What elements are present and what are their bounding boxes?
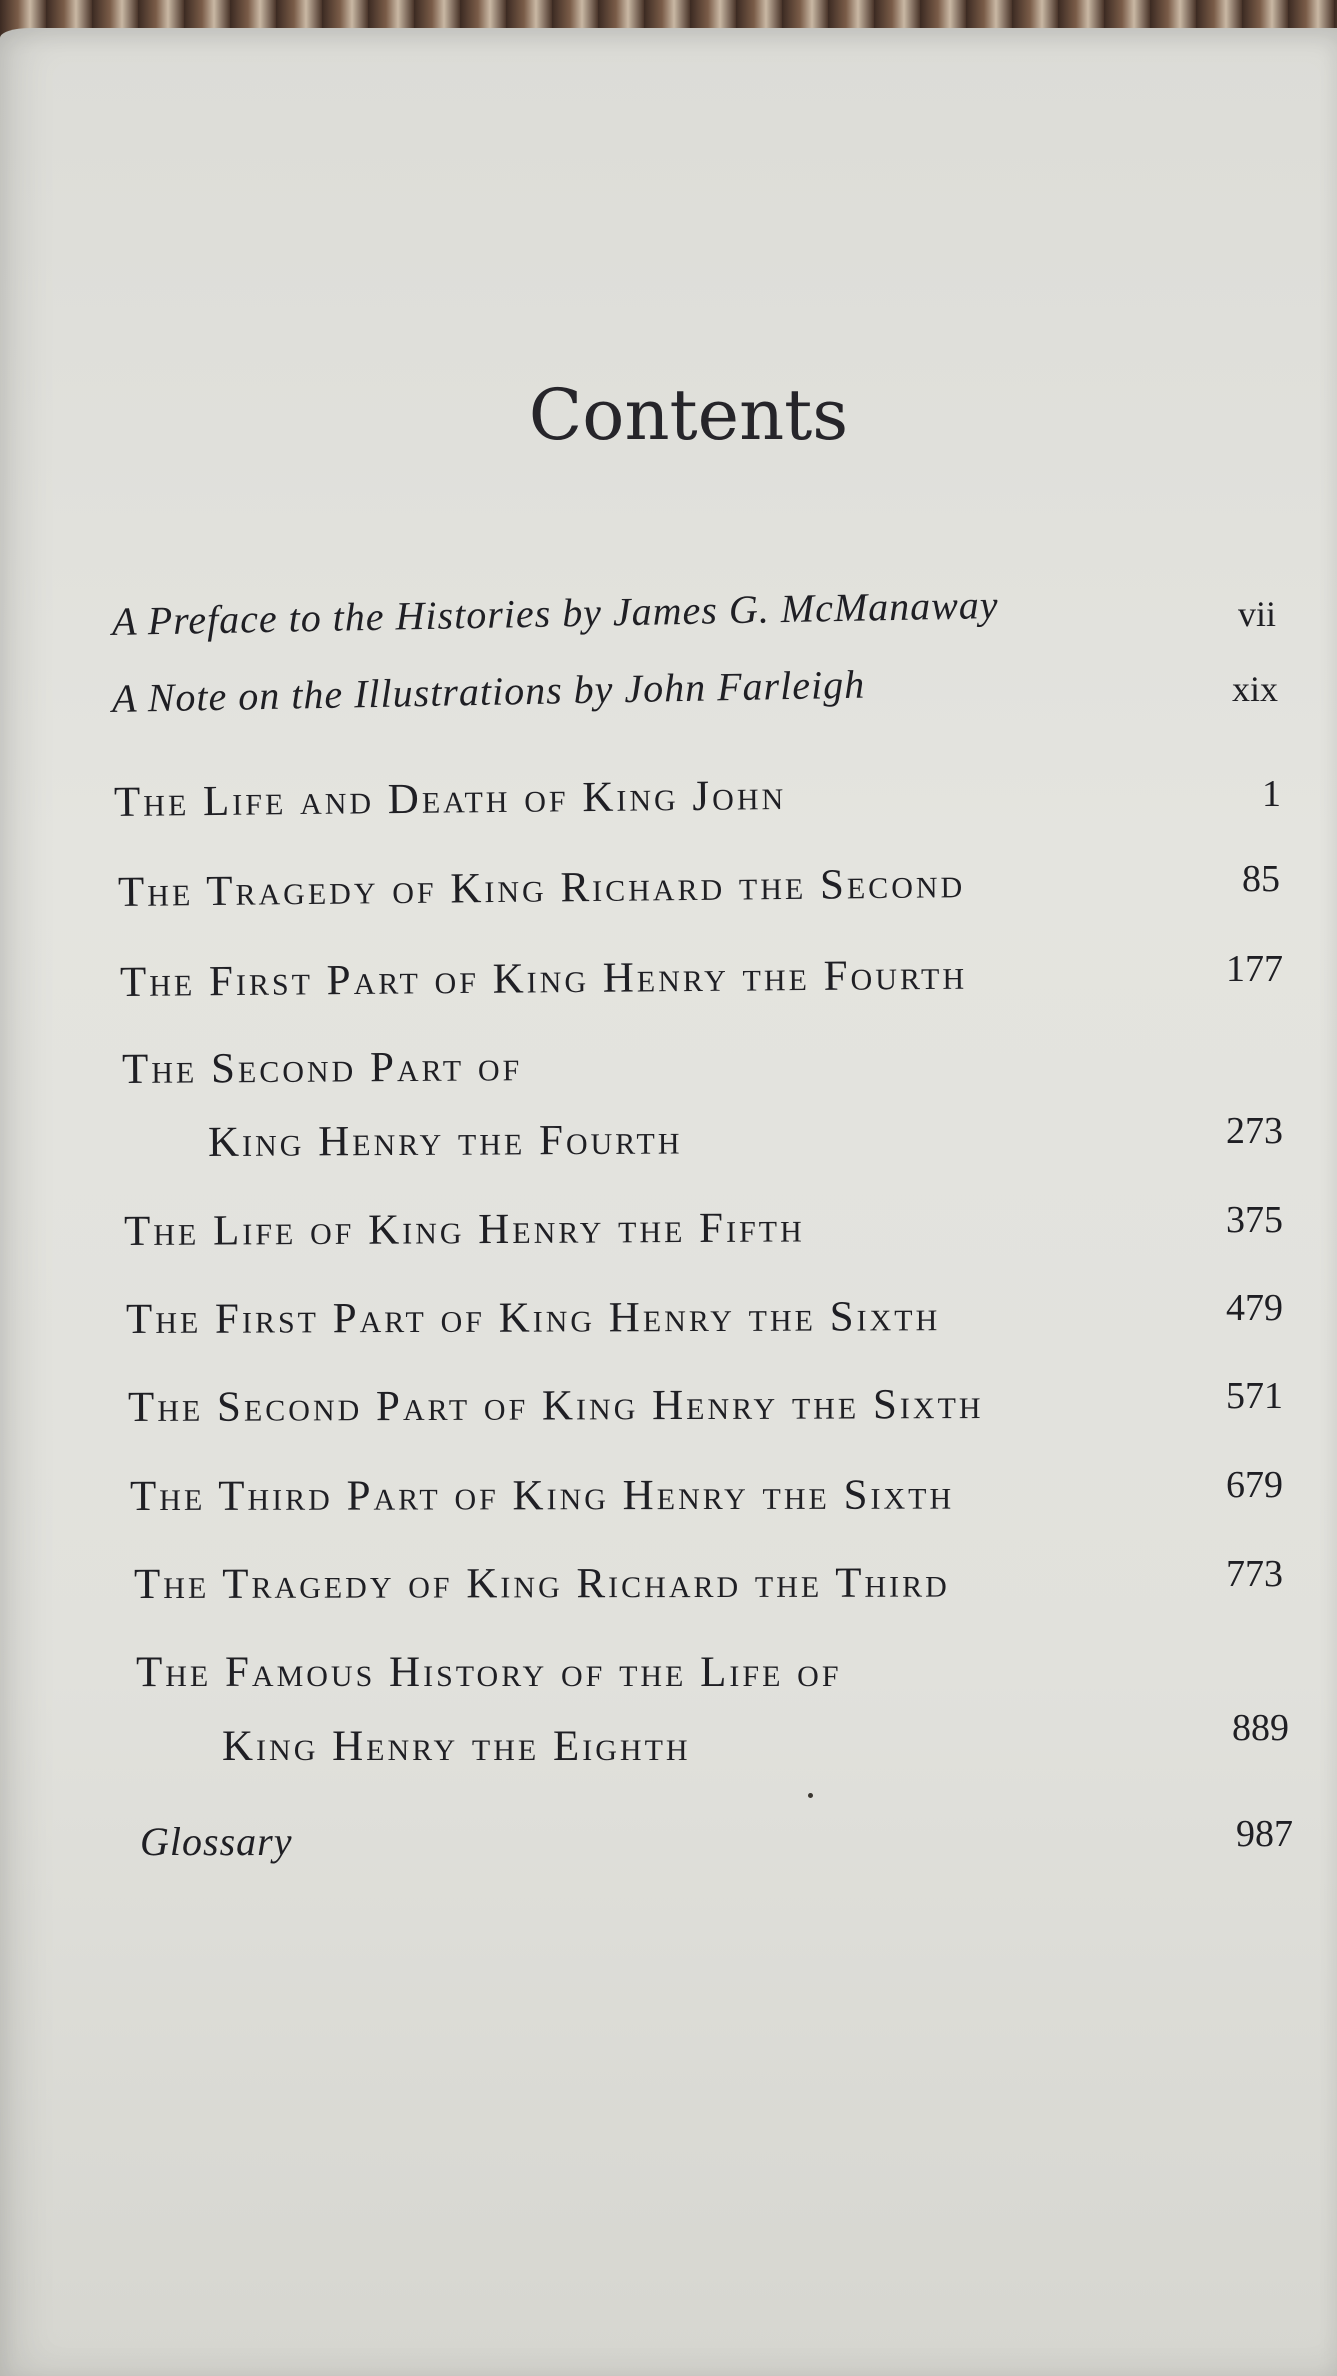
toc-entry-page: 679 [1226,1464,1283,1506]
toc-entry-page: 177 [1226,948,1283,990]
toc-entry-title: The Life and Death of King John [113,771,787,826]
toc-entry-title: King Henry the Eighth [222,1723,691,1770]
toc-entry-title: The Tragedy of King Richard the Third [133,1559,950,1608]
toc-entry-henry-fourth-part-one [120,951,967,1007]
toc-entry-title: Glossary [140,1819,293,1864]
toc-entry-title: The First Part of King Henry the Fourth [119,951,968,1006]
toc-entry-page: 571 [1226,1375,1283,1417]
toc-entry-henry-sixth-part-three [130,1471,954,1521]
toc-entry-title: The Third Part of King Henry the Sixth [129,1471,955,1520]
toc-entry-page: 375 [1226,1199,1283,1241]
toc-entry-king-john [114,771,787,827]
toc-entry-page: 479 [1226,1287,1283,1329]
toc-entry-title: The Life of King Henry the Fifth [123,1204,805,1255]
toc-entry-page: 773 [1226,1553,1283,1595]
toc-entry-richard-third [134,1559,950,1609]
toc-entry-title: The Second Part of King Henry the Sixth [127,1381,984,1431]
ink-speck [808,1793,813,1798]
toc-entry-title: The Famous History of the Life of [136,1649,842,1696]
toc-entry-title: The First Part of King Henry the Sixth [125,1293,941,1343]
toc-entry-page: 1 [1262,773,1281,815]
toc-entry-title: King Henry the Fourth [207,1116,683,1166]
toc-entry-page: 889 [1232,1707,1289,1749]
toc-entry-page: xix [1232,669,1279,709]
toc-entry-page: 85 [1242,858,1280,900]
toc-entry-title: A Note on the Illustrations by John Farleigh [111,661,866,721]
toc-entry-henry-fourth-part-two-line2 [208,1116,683,1167]
toc-entry-henry-eighth [136,1648,842,1697]
toc-entry-page: vii [1238,594,1277,634]
toc-entry-page: 273 [1226,1110,1283,1152]
toc-entry-henry-sixth-part-one [126,1292,940,1344]
toc-entry-title: The Tragedy of King Richard the Second [117,860,966,916]
page-title: Contents [528,374,849,456]
toc-entry-glossary [140,1818,292,1865]
toc-entry-title: A Preface to the Histories by James G. McManaway [111,581,999,644]
toc-entry-title: The Second Part of [121,1043,523,1093]
toc-entry-richard-second [118,859,966,917]
toc-entry-page: 987 [1236,1813,1293,1855]
toc-entry-henry-sixth-part-two [128,1380,984,1432]
toc-entry-henry-eighth-line2 [222,1722,691,1771]
toc-entry-henry-fifth [124,1203,805,1256]
toc-entry-henry-fourth-part-two [122,1042,523,1094]
toc-entry-preface [112,581,999,645]
toc-entry-illustrations-note [112,661,866,722]
